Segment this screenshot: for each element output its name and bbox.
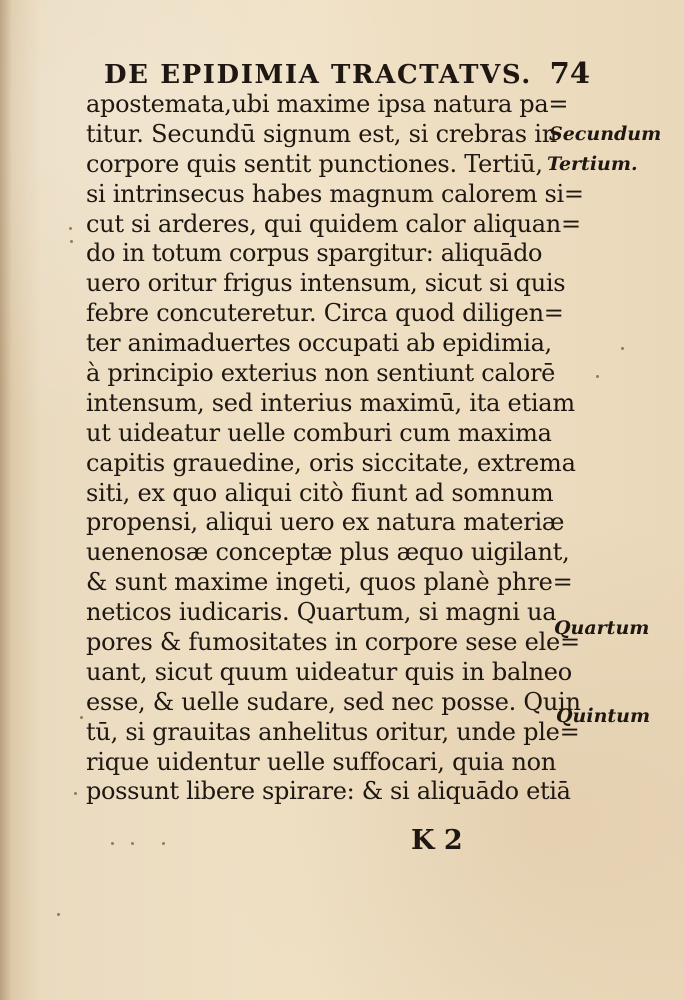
text-line-21: esse, & uelle sudare, sed nec posse. Quin: [86, 687, 581, 716]
marginal-note-quintum: Quintum: [556, 705, 651, 727]
text-line-24: possunt libere spirare: & si aliquādo etiā: [86, 777, 571, 806]
text-line-8: febre concuteretur. Circa quod diligen=: [86, 299, 564, 328]
text-line-1: apostemata,ubi maxime ipsa natura pa=: [86, 90, 569, 118]
running-title: DE EPIDIMIA TRACTATVS.: [104, 60, 532, 90]
running-head: [104, 56, 590, 90]
text-line-23: rique uidentur uelle suffocari, quia non: [86, 747, 557, 776]
text-line-19: pores & fumositates in corpore sese ele=: [86, 628, 580, 657]
text-line-3: corpore quis sentit punctiones. Tertiū,: [86, 149, 543, 178]
paper-speck: [74, 792, 77, 795]
paper-speck: [80, 716, 83, 719]
text-line-11: intensum, sed interius maximū, ita etiam: [86, 388, 575, 417]
text-line-7: uero oritur frigus intensum, sicut si quis: [86, 269, 566, 298]
main-text-block: [86, 90, 584, 807]
paper-speck: [69, 227, 72, 230]
paper-speck: [596, 375, 599, 378]
text-line-9: ter animaduertes occupati ab epidimia,: [86, 329, 552, 358]
text-line-5: cut si arderes, qui quidem calor aliquan=: [86, 209, 581, 238]
paper-speck: [70, 240, 73, 243]
text-line-16: uenenosæ conceptæ plus æquo uigilant,: [86, 538, 570, 567]
text-line-15: propensi, aliqui uero ex natura materiæ: [86, 508, 565, 537]
paper-speck: [57, 913, 60, 916]
gutter-shadow: [0, 0, 12, 1000]
page-number: 74: [549, 56, 590, 90]
paper-speck: [111, 842, 114, 845]
marginal-note-secundum: Secundum: [549, 123, 662, 145]
text-line-13: capitis grauedine, oris siccitate, extrema: [86, 448, 576, 477]
text-line-14: siti, ex quo aliqui citò fiunt ad somnum: [86, 478, 554, 507]
text-line-18: neticos iudicaris. Quartum, si magni ua: [86, 598, 557, 627]
paper-speck: [162, 842, 165, 845]
text-line-10: à principio exterius non sentiunt calorē: [86, 359, 556, 388]
signature-mark: K 2: [411, 825, 463, 856]
text-line-4: si intrinsecus habes magnum calorem si=: [86, 179, 584, 208]
text-line-6: do in totum corpus spargitur: aliquādo: [86, 239, 543, 268]
paper-speck: [131, 842, 134, 845]
text-line-2: titur. Secundū signum est, si crebras in: [86, 119, 558, 148]
text-line-12: ut uideatur uelle comburi cum maxima: [86, 418, 552, 447]
text-line-17: & sunt maxime ingeti, quos planè phre=: [86, 568, 573, 597]
marginal-note-tertium: Tertium.: [547, 153, 638, 175]
marginal-note-quartum: Quartum: [554, 617, 650, 639]
text-line-22: tū, si grauitas anhelitus oritur, unde ple=: [86, 717, 580, 746]
text-line-20: uant, sicut quum uideatur quis in balneo: [86, 657, 573, 686]
paper-speck: [621, 347, 624, 350]
